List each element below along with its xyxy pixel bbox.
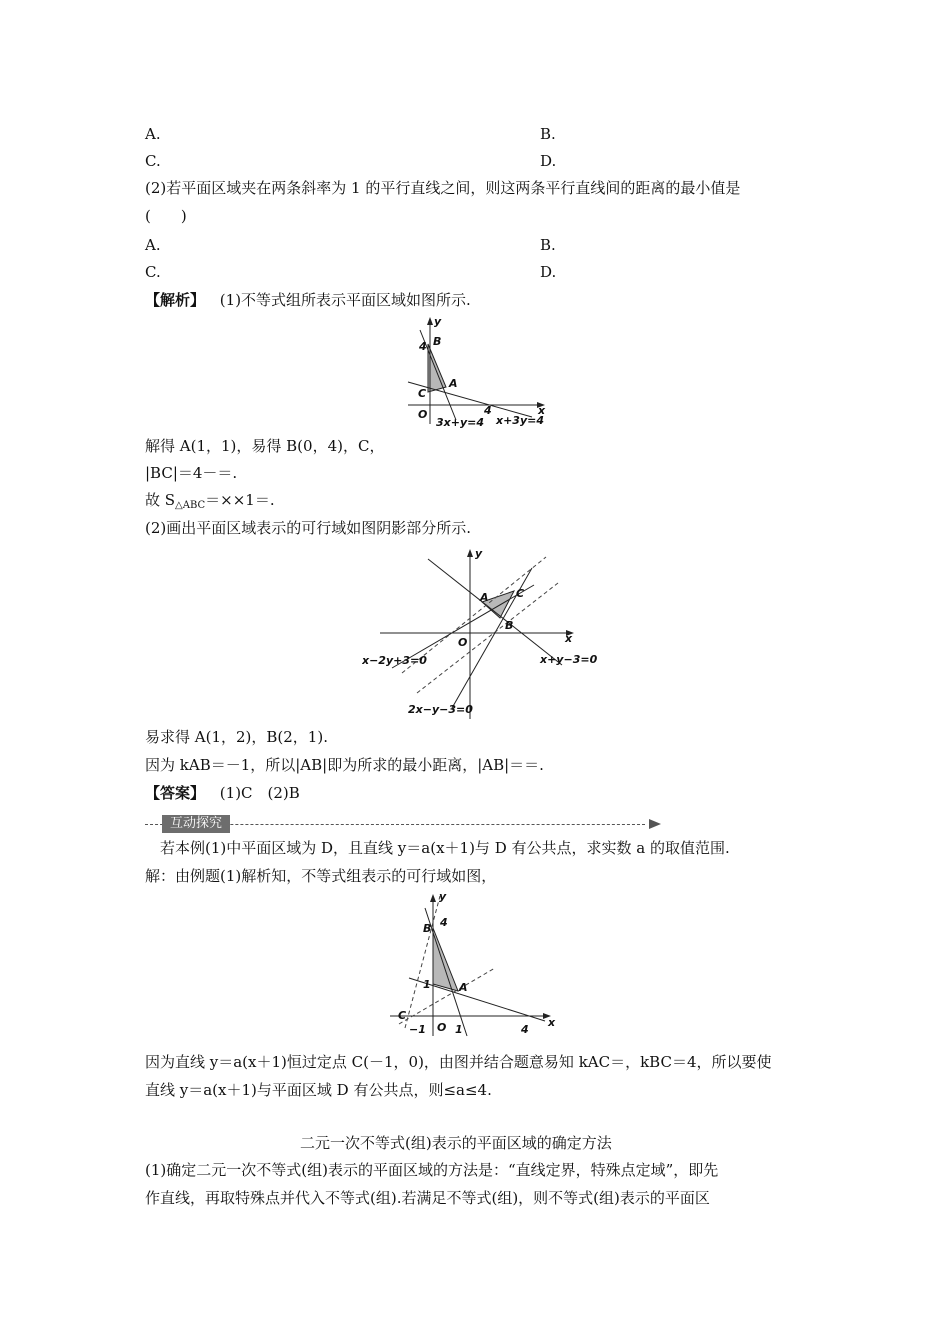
fig3-one-x: 1 (455, 1023, 463, 1036)
method-title: 二元一次不等式(组)表示的平面区域的确定方法 (300, 1134, 612, 1152)
figure-1 (400, 312, 550, 432)
fig1-b-label: B (433, 335, 442, 348)
fig3-four-y: 4 (440, 916, 448, 929)
option-c-2: C. (145, 263, 161, 281)
bc-line: |BC|＝4－＝. (145, 464, 238, 482)
conclusion-line-2: 直线 y＝a(x＋1)与平面区域 D 有公共点，则≤a≤4. (145, 1081, 492, 1099)
question-2-line-2: ( ) (145, 207, 187, 225)
fig1-a-label: A (449, 377, 458, 390)
answer-line (145, 783, 300, 803)
answer-tag: 【答案】 (145, 784, 206, 802)
fig1-line-1-label: 3x+y=4 (436, 416, 485, 429)
fig3-x-label: x (548, 1016, 556, 1029)
option-b-2: B. (540, 236, 556, 254)
figure-2 (362, 543, 602, 723)
analysis-intro-line (145, 290, 471, 310)
question-2-line-1: (2)若平面区域夹在两条斜率为 1 的平行直线之间，则这两条平行直线间的距离的最小值是 (145, 179, 741, 197)
option-d-2: D. (540, 263, 557, 281)
fig2-line-1-label: x−2y+3=0 (362, 654, 427, 667)
area-subscript: △ABC (175, 500, 206, 511)
analysis-intro: (1)不等式组所表示平面区域如图所示. (219, 291, 471, 309)
fig2-a-label: A (480, 591, 489, 604)
fig3-b-label: B (423, 922, 432, 935)
fig3-c-label: C (398, 1009, 407, 1022)
option-b: B. (540, 125, 556, 143)
area-prefix: 故 S (145, 491, 176, 509)
figure-3 (385, 888, 565, 1038)
fig1-c-label: C (418, 387, 427, 400)
fig1-origin-label: O (418, 408, 428, 421)
method-paragraph-2: 作直线，再取特殊点并代入不等式(组).若满足不等式(组)，则不等式(组)表示的平面区 (145, 1189, 710, 1207)
option-d: D. (540, 152, 557, 170)
fig2-x-label: x (565, 632, 573, 645)
area-line (145, 490, 275, 516)
method-paragraph-1: (1)确定二元一次不等式(组)表示的平面区域的方法是：“直线定界，特殊点定域”，即先 (145, 1161, 719, 1179)
solve-a-line: 解得 A(1，1)，易得 B(0，4)，C， (145, 437, 385, 455)
fig2-c-label: C (516, 587, 525, 600)
fig3-four-x: 4 (521, 1023, 529, 1036)
fig1-line-2-label: x+3y=4 (496, 414, 545, 427)
fig3-origin-label: O (437, 1021, 447, 1034)
analysis-tag: 【解析】 (145, 291, 206, 309)
option-a: A. (145, 125, 161, 143)
fig1-y-label: y (434, 315, 442, 328)
fig3-one-y: 1 (423, 978, 431, 991)
answer-text: (1)C (2)B (219, 784, 300, 802)
fig3-y-label: y (439, 890, 447, 903)
because-line: 因为 kAB＝－1，所以|AB|即为所求的最小距离，|AB|＝＝. (145, 756, 544, 774)
fig2-line-2-label: x+y−3=0 (540, 653, 598, 666)
figure-1-shaded-region (428, 344, 446, 392)
part-2-line: (2)画出平面区域表示的可行域如图阴影部分所示. (145, 519, 472, 537)
banner-label: 互动探究 (162, 815, 230, 833)
explore-question: 若本例(1)中平面区域为 D，且直线 y＝a(x＋1)与 D 有公共点，求实数 a 的取值范围. (160, 839, 730, 857)
fig1-four-x: 4 (484, 404, 492, 417)
banner-arrow-icon (649, 819, 661, 829)
fig2-origin-label: O (458, 636, 468, 649)
fig2-line-3-label: 2x−y−3=0 (408, 703, 473, 716)
fig2-y-label: y (475, 547, 483, 560)
explore-solution: 解：由例题(1)解析知，不等式组表示的可行域如图， (145, 867, 497, 885)
conclusion-line-1: 因为直线 y＝a(x＋1)恒过定点 C(－1，0)，由图并结合题意易知 kAC＝，kBC＝4，所以要使 (145, 1053, 772, 1071)
option-a-2: A. (145, 236, 161, 254)
fig3-a-label: A (459, 981, 468, 994)
explore-banner (145, 815, 665, 833)
figure-3-shaded-region (433, 928, 458, 991)
fig1-four-y: 4 (419, 340, 427, 353)
area-suffix: ＝××1＝. (205, 491, 275, 509)
option-c: C. (145, 152, 161, 170)
fig2-b-label: B (505, 619, 514, 632)
fig3-neg1: −1 (409, 1023, 426, 1036)
easy-line: 易求得 A(1，2)，B(2，1). (145, 728, 328, 746)
fig1-x-label: x (538, 404, 546, 417)
